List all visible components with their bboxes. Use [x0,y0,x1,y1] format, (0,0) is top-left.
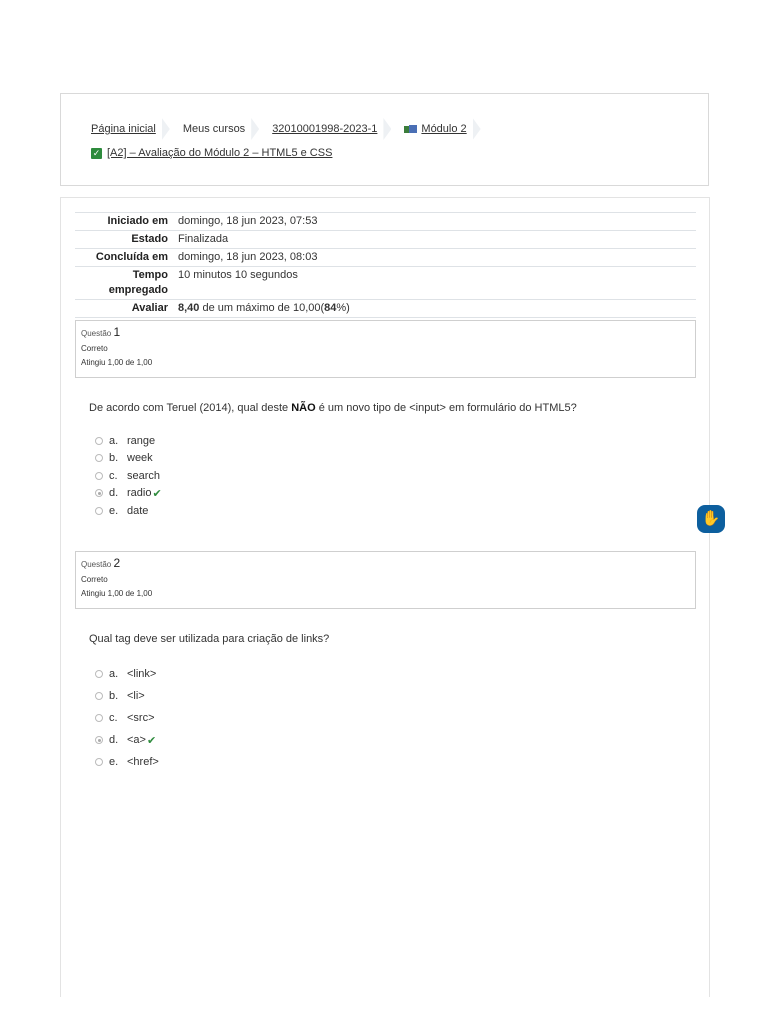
answer-radio[interactable] [95,714,103,722]
answer-option [95,663,159,685]
table-row [75,213,696,231]
table-row [75,267,696,300]
answer-radio[interactable] [95,437,103,445]
quiz-link[interactable] [91,147,332,159]
grade-score: 8,40 [178,302,200,314]
question-text: Qual tag deve ser utilizada para criação de links? [89,633,330,645]
answer-option [95,685,159,707]
answer-text: <src> [127,712,155,724]
answer-letter: b. [109,452,119,465]
answer-radio[interactable] [95,454,103,462]
answer-option-selected [95,485,162,503]
book-icon [404,124,417,134]
answer-option-selected [95,729,159,751]
answer-option [95,450,162,468]
state-value: Finalizada [173,231,696,249]
answer-option [95,432,162,450]
answer-radio[interactable] [95,670,103,678]
grade-close: %) [336,302,350,314]
attempt-review [60,197,710,997]
question-text [89,402,577,414]
answer-letter: b. [109,690,119,702]
question-text-bold: NÃO [291,402,316,414]
answer-letter: a. [109,668,119,680]
breadcrumb-home[interactable]: Página inicial [91,123,156,135]
answer-letter: d. [109,734,119,746]
answer-option [95,707,159,729]
quiz-title: [A2] – Avaliação do Módulo 2 – HTML5 e CSS [107,147,333,159]
question-number [81,325,690,339]
breadcrumb-module[interactable] [404,123,466,135]
quiz-check-icon: ✓ [92,147,101,158]
breadcrumb-separator [473,118,481,140]
completed-value: domingo, 18 jun 2023, 08:03 [173,249,696,267]
answer-letter: c. [109,469,118,482]
answer-letter: e. [109,756,119,768]
answer-option [95,751,159,773]
question-number [81,556,690,570]
breadcrumb-separator [251,118,259,140]
breadcrumb-module-label: Módulo 2 [421,123,467,135]
answer-text: date [127,504,149,517]
table-row [75,231,696,249]
attempt-summary-table [75,212,696,318]
answer-text: range [127,434,156,447]
answer-letter: d. [109,487,119,500]
table-row [75,300,696,318]
answer-radio-selected[interactable] [95,489,103,497]
navigation-header [60,93,709,186]
answer-text: radio [127,487,152,500]
grade-value [173,300,696,318]
answer-text: <link> [127,668,157,680]
time-label: Tempo empregado [75,267,173,300]
grade-label: Avaliar [75,300,173,318]
answer-radio-selected[interactable] [95,736,103,744]
started-value: domingo, 18 jun 2023, 07:53 [173,213,696,231]
time-value: 10 minutos 10 segundos [173,267,696,300]
question-label: Questão [81,560,112,569]
answer-text: week [127,452,153,465]
answer-radio[interactable] [95,472,103,480]
answer-radio[interactable] [95,507,103,515]
answer-letter: e. [109,504,119,517]
answer-text: <href> [127,756,159,768]
answer-list [95,663,159,773]
table-row [75,249,696,267]
answer-radio[interactable] [95,758,103,766]
question-status: Correto [81,344,108,353]
breadcrumb-separator [162,118,170,140]
question-number-value: 1 [113,325,121,339]
breadcrumb [91,118,494,140]
question-text-part: De acordo com Teruel (2014), qual deste [89,402,292,414]
answer-text: <a> [127,734,146,746]
state-label: Estado [75,231,173,249]
answer-letter: a. [109,434,119,447]
answer-text: search [127,469,161,482]
answer-option [95,467,162,485]
question-mark: Atingiu 1,00 de 1,00 [81,589,153,598]
question-info [75,320,696,378]
answer-radio[interactable] [95,692,103,700]
question-mark: Atingiu 1,00 de 1,00 [81,358,153,367]
question-label: Questão [81,329,112,338]
answer-text: <li> [127,690,145,702]
answer-option [95,502,162,520]
answer-list [95,432,162,520]
breadcrumb-course[interactable]: 32010001998-2023-1 [272,123,378,135]
breadcrumb-separator [383,118,391,140]
question-text-part: é um novo tipo de <input> em formulário do HTML5? [315,402,577,414]
grade-percent: 84 [324,302,337,314]
question-status: Correto [81,575,108,584]
breadcrumb-my-courses: Meus cursos [182,123,246,135]
question-number-value: 2 [113,556,121,570]
started-label: Iniciado em [75,213,173,231]
question-info [75,551,696,609]
sign-language-icon: ✋ [701,510,721,527]
grade-text: de um máximo de 10,00( [199,302,325,314]
check-icon: ✔ [152,487,162,500]
check-icon: ✔ [146,734,157,747]
answer-letter: c. [109,712,118,724]
completed-label: Concluída em [75,249,173,267]
accessibility-button[interactable] [697,505,725,533]
